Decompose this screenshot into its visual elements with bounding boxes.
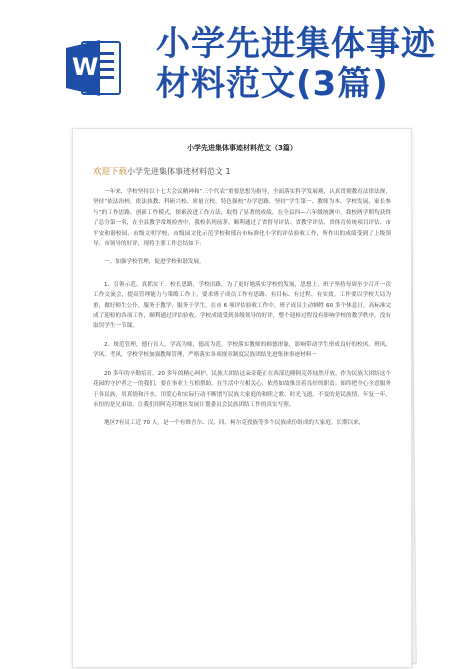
word-document-icon <box>64 36 124 100</box>
page-heading: 小学先进集体事迹材料范文（3篇） <box>187 144 297 152</box>
paragraph: 地区7有员工近 70 人，是一个有维吾尔、汉、回、柯尔克孜族等多个民族成份组成的大家庭。长期以来， <box>104 420 365 427</box>
welcome-rest: 小学先进集体事迹材料范文 1 <box>127 167 231 176</box>
welcome-highlight: 欢迎下载 <box>93 167 128 177</box>
paragraph: 1、引领示范、真抓实干。校长思路，学校出路，为了更好地落实学校的发展，思想上，班子坚持每周至少召开一次工作交流会，提高管理能力与策略工作上，要求班子成员工作有思路、有目标、有过程、有实效。工作要以学校大局为重，做好师生公仆，服务于教学，服务于学生。在市 6 项评估验收工作中，班子成员主动牺牲 60 多个休息日，高标准完成了迎检的各项工作，顺利通过评估验收，学校成绩受到各级领导的好评，整个迎检过程没有影响学校的教学秩序，没有取误学生一节课。 <box>93 281 391 330</box>
title-line-1: 小学先进集体事迹 <box>156 24 436 64</box>
paragraph: 2、规范管理，德行育人。学高为师，德高为范，学校落实教师的师德形象，影响带动学生形成良好的校风、班风、学风、考风，学校学校加强教师管理，严格落实各项规章制度民族团结先进集体事迹材料一 <box>93 341 391 359</box>
word-icon-letter: W <box>72 53 99 81</box>
document-title <box>156 24 466 104</box>
document-page-preview <box>72 128 412 668</box>
document-header <box>0 0 474 122</box>
paragraph: 一年来，学校坚持以十七大会议精神和“三个代表”重要思想为指导，全面落实科学发展观，认真贯彻教育法律法规，坚持“依法治校、依法执教、科研兴校、质量立校、特色强校”办学思路，坚持“学生第一、教师为本、学校发展、家长参与”的工作思路，创新工作模式，探索改进工作方法，取得了显著的成绩，在全县四—六年级统测中，我校两学期均获得了总分第一名，在全县教学常规检查中，我校名列前茅，顺利通过了省督导评估、省教学评估、省体育传统项目评估、市平安和谐校园、市级文明学校、市级园文化示范学校和邢台市标准化小学的评估验收工作，所作出的成绩受到了上级领导、市领导的好评，现将主要工作总结如下： <box>93 189 391 248</box>
welcome-line <box>93 165 391 177</box>
section-heading: 一、加强学校管理，促进学校和谐发展。 <box>104 259 205 266</box>
title-line-2: 材料范文(3篇) <box>156 64 389 104</box>
paragraph: 20 多年的辛勤培育，20 多年的精心呵护，民族大团结这朵奇葩正在西部边陲阿克苏灿然开放。作为民族大团结这个花园的守护者之一的我们，要在事业上互相帮助，在生活中互相关心，依然如故推崇着良好的职责：始终把全心全意服务于各民族，用真情和汗水，用爱心和实际行动不断谱写民族大家庭的和睦之歌。时光飞逝，不变的是民族情，年复一年，永恒的是兄弟谊，让我们用阿克苏地区发展计划委员会民族团结工作的真实写照。 <box>93 370 391 408</box>
